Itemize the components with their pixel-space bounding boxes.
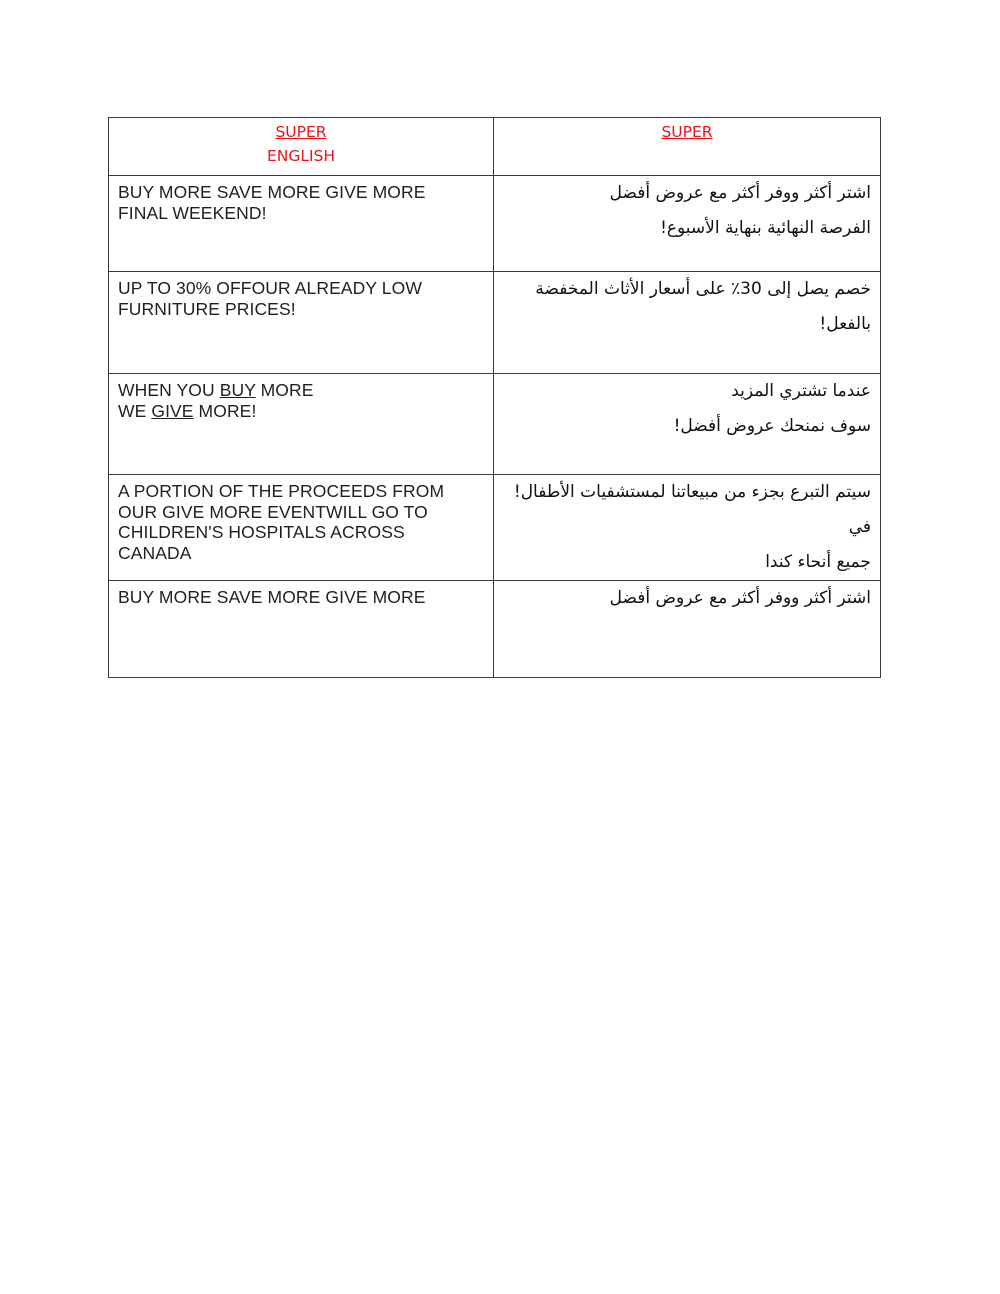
arabic-line: سوف نمنحك عروض أفضل! (673, 416, 871, 436)
table-row (109, 475, 881, 581)
english-line: CANADA (118, 542, 192, 563)
arabic-line: جميع أنحاء كندا (765, 552, 871, 572)
arabic-cell (494, 581, 881, 678)
arabic-line: سيتم التبرع بجزء من مبيعاتنا لمستشفيات الأطفال! في (513, 482, 871, 537)
text-span: MORE (255, 380, 314, 400)
arabic-cell (494, 176, 881, 272)
table-row (109, 272, 881, 374)
arabic-line: اشتر أكثر ووفر أكثر مع عروض أفضل (609, 183, 871, 203)
arabic-line: خصم يصل إلى 30٪ على أسعار الأثاث المخفضة (535, 279, 871, 299)
english-line: BUY MORE SAVE MORE GIVE MORE (118, 182, 426, 202)
table-header-row (109, 118, 881, 176)
table-row (109, 581, 881, 678)
arabic-cell (494, 272, 881, 374)
arabic-cell (494, 374, 881, 475)
english-line: FINAL WEEKEND! (118, 202, 267, 223)
english-line: UP TO 30% OFFOUR ALREADY LOW (118, 278, 422, 298)
english-line: A PORTION OF THE PROCEEDS FROM (118, 481, 445, 501)
arabic-line: الفرصة النهائية بنهاية الأسبوع! (660, 218, 871, 238)
table-row (109, 374, 881, 475)
english-line: CHILDREN'S HOSPITALS ACROSS (118, 522, 405, 542)
underlined-word-buy: BUY (219, 380, 256, 400)
arabic-line: عندما تشتري المزيد (731, 381, 871, 401)
underlined-word-give: GIVE (151, 400, 194, 421)
header-english-title: SUPER (275, 123, 327, 141)
english-cell (109, 475, 494, 581)
header-english-subtitle: ENGLISH (266, 147, 336, 165)
english-line (118, 380, 485, 401)
arabic-line: بالفعل! (819, 314, 871, 334)
english-cell (109, 581, 494, 678)
header-english-cell (109, 118, 494, 176)
english-line: BUY MORE SAVE MORE GIVE MORE (118, 587, 426, 607)
english-line (118, 401, 485, 422)
english-cell (109, 374, 494, 475)
table-row (109, 176, 881, 272)
arabic-cell (494, 475, 881, 581)
arabic-line: اشتر أكثر ووفر أكثر مع عروض أفضل (609, 588, 871, 608)
english-line: FURNITURE PRICES! (118, 298, 296, 319)
english-line: OUR GIVE MORE EVENTWILL GO TO (118, 501, 428, 522)
english-cell (109, 272, 494, 374)
text-span: WHEN YOU (118, 380, 220, 400)
english-cell (109, 176, 494, 272)
text-span: MORE! (193, 400, 257, 421)
header-arabic-cell (494, 118, 881, 176)
translation-table (108, 117, 881, 678)
text-span: WE (118, 400, 152, 421)
header-arabic-title: SUPER (661, 123, 713, 141)
